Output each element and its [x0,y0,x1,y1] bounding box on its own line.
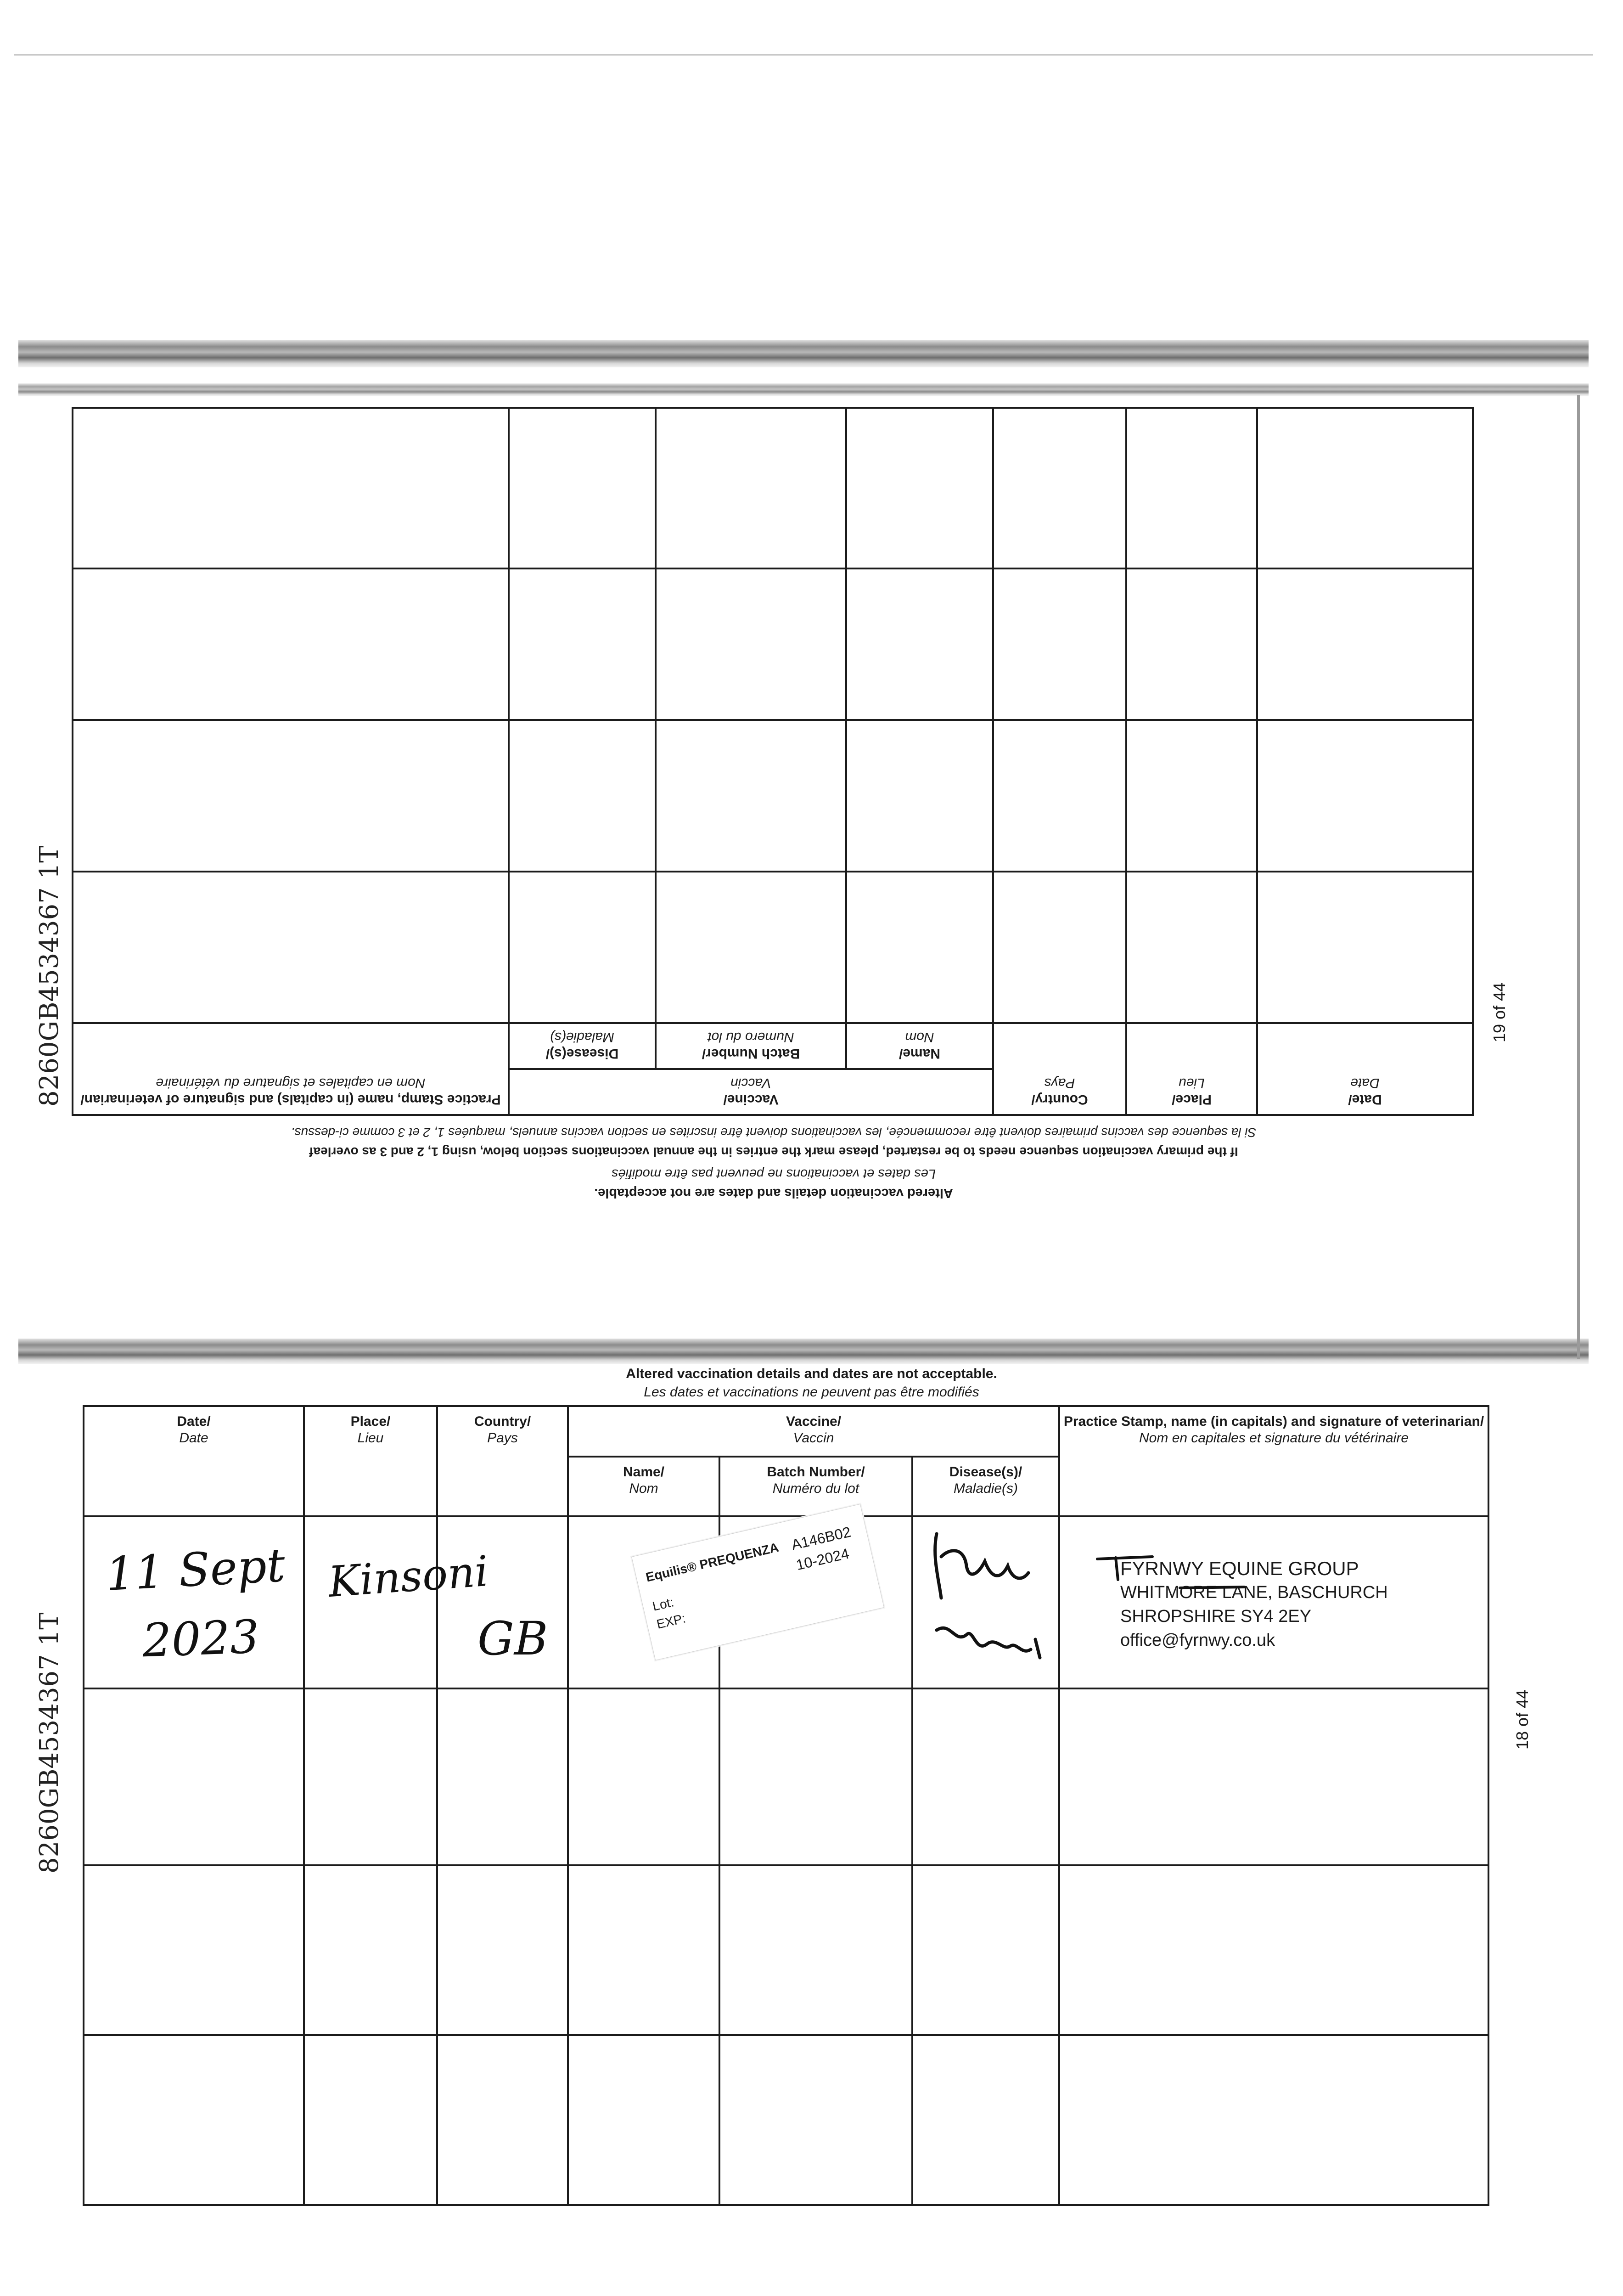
upper-table-row [73,408,1473,568]
lower-warning-italic: Les dates et vaccinations ne peuvent pas être modifiés [644,1384,979,1400]
upper-header-vaccine: Vaccine/ Vaccin [509,1069,993,1115]
lower-header-country: Country/ Pays [437,1406,568,1516]
upper-table-row [73,568,1473,720]
lot-label: Lot: [651,1595,675,1614]
page-fold-band-middle [18,1339,1589,1364]
page-edge [1577,395,1580,1359]
page-fold-band-top [18,340,1589,367]
upper-header-disease: Disease(s)/ Maladie(s) [509,1023,656,1069]
exp-label: EXP: [655,1611,687,1632]
stamp-practice-name: FYRNWY EQUINE GROUP [1120,1558,1359,1579]
scan-edge-line [14,54,1593,56]
upper-page [73,478,1474,1203]
upper-restart-note: If the primary vaccination sequence needs to be restarted, please mark the entries in the annual vaccinations section below, using 1, 2 and 3 as overleaf [309,1145,1238,1159]
lower-header-name: Name/ Nom [568,1457,719,1516]
upper-vaccination-table [72,407,1474,1116]
upper-restart-note-fr: Si la sequence des vaccins primaires doivent être recommencée, les vaccinations doivent être inscrites en section vaccins annuels, marquées 1, 2 et 3 comme ci-dessus. [291,1125,1257,1140]
lower-header-date: Date/ Date [84,1406,304,1516]
upper-warning-bold: Altered vaccination details and dates are not acceptable. [594,1186,953,1200]
lower-header-batch: Batch Number/ Numéro du lot [719,1457,912,1516]
upper-header-place: Place/ Lieu [1126,1023,1257,1115]
table-row [84,1865,1488,2035]
entry-date-line1: 11 Sept [104,1538,286,1602]
lower-header-place: Place/ Lieu [304,1406,437,1516]
lower-header-vaccine: Vaccine/ Vaccin [568,1406,1059,1457]
stamp-address-line: WHITMORE LANE, BASCHURCH [1120,1583,1388,1602]
stamp-address-county: SHROPSHIRE SY4 2EY [1120,1607,1312,1626]
upper-table-row [73,872,1473,1023]
table-row [84,2035,1488,2205]
lower-header-stamp: Practice Stamp, name (in capitals) and signature of veterinarian/ Nom en capitales et signature du vétérinaire [1059,1406,1488,1516]
upper-header-batch: Batch Number/ Numero du lot [656,1023,846,1069]
lower-header-disease: Disease(s)/ Maladie(s) [912,1457,1059,1516]
stamp-email: office@fyrnwy.co.uk [1120,1631,1275,1650]
disease-handwritten-mark [923,1529,1056,1676]
lower-warning-bold: Altered vaccination details and dates are not acceptable. [626,1366,997,1381]
page-fold-band-top-2 [18,383,1589,396]
page-number-lower: 18 of 44 [1513,1689,1532,1750]
vet-signature-mark [1093,1552,1286,1603]
table-row [84,1688,1488,1865]
vaccine-batch-number: A146B02 [790,1523,853,1553]
upper-table-row [73,720,1473,872]
vaccine-name: Equilis® PREQUENZA [644,1540,780,1585]
entry-place: Kinsoni [326,1546,490,1607]
vaccine-expiry: 10-2024 [794,1545,851,1574]
upper-header-date: Date/ Date [1257,1023,1473,1115]
upper-header-country: Country/ Pays [993,1023,1126,1115]
upper-warning-italic: Les dates et vaccinations ne peuvent pas être modifiés [611,1166,936,1181]
passport-id-upper: 8260GB4534367 1T [34,845,64,1107]
page-number-upper: 19 of 44 [1490,982,1509,1042]
entry-country: GB [477,1612,548,1666]
upper-header-stamp: Practice Stamp, name (in capitals) and signature of veterinarian/ Nom en capitales et signature du vétérinaire [73,1023,509,1115]
upper-header-name: Name/ Nom [846,1023,993,1069]
passport-id-lower: 8260GB4534367 1T [34,1612,64,1874]
entry-date-line2: 2023 [141,1609,260,1668]
